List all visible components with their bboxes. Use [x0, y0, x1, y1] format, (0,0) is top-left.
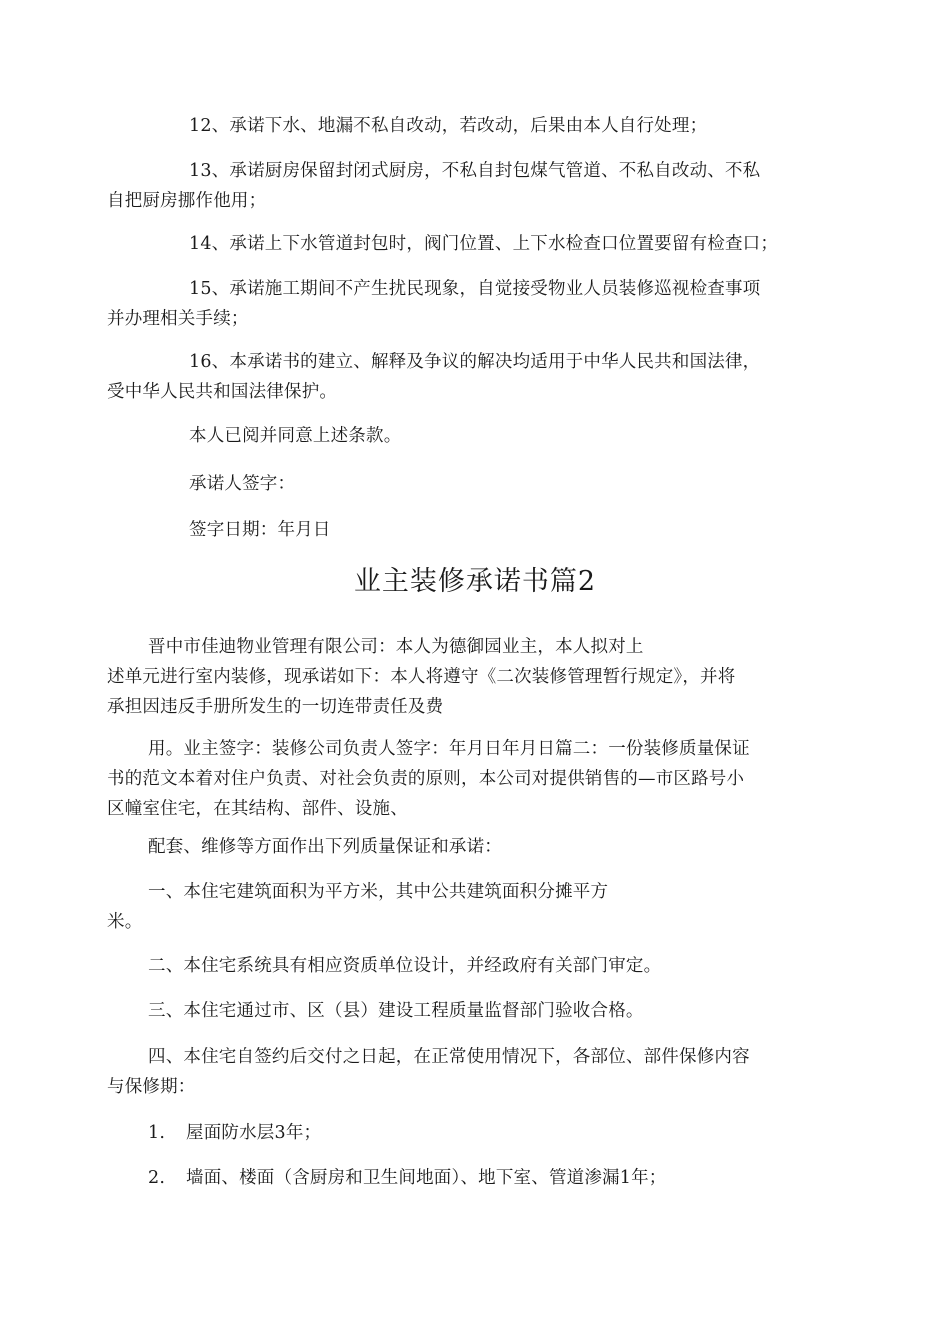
- list-item-1-text: 屋面防水层3年；: [186, 1123, 322, 1143]
- signature-line: [107, 469, 845, 499]
- paragraph-1-line-3: 承担因违反手册所发生的一切连带责任及费: [107, 697, 444, 717]
- list-item-2-number: 2.: [148, 1168, 166, 1188]
- clause-16: [107, 347, 845, 407]
- paragraph-6: [107, 996, 845, 1026]
- clause-13-line-2: 自把厨房挪作他用；: [107, 191, 267, 211]
- paragraph-2-line-2: 书的范文本着对住户负责、对社会负责的原则，本公司对提供销售的—市区路号小: [107, 769, 745, 789]
- clause-14-text: 14、承诺上下水管道封包时，阀门位置、上下水检查口位置要留有检查口；: [189, 234, 779, 254]
- clause-14: [107, 229, 845, 259]
- paragraph-1-line-2: 述单元进行室内装修，现承诺如下：本人将遵守《二次装修管理暂行规定》，并将: [107, 667, 736, 687]
- paragraph-2-line-3: 区幢室住宅，在其结构、部件、设施、: [107, 799, 408, 819]
- paragraph-3: [107, 832, 845, 862]
- paragraph-1: [107, 632, 845, 722]
- clause-16-line-1: 16、本承诺书的建立、解释及争议的解决均适用于中华人民共和国法律，: [189, 352, 761, 372]
- paragraph-4: [107, 877, 845, 937]
- paragraph-2-line-1: 用。业主签字：装修公司负责人签字：年月日年月日篇二：一份装修质量保证: [148, 739, 750, 759]
- clause-12-text: 12、承诺下水、地漏不私自改动，若改动，后果由本人自行处理；: [189, 116, 708, 136]
- agree-statement: [107, 421, 845, 451]
- paragraph-7: [107, 1042, 845, 1102]
- paragraph-1-line-1: 晋中市佳迪物业管理有限公司：本人为德御园业主，本人拟对上: [148, 637, 644, 657]
- paragraph-5-text: 二、本住宅系统具有相应资质单位设计，并经政府有关部门审定。: [148, 956, 662, 976]
- paragraph-6-text: 三、本住宅通过市、区（县）建设工程质量监督部门验收合格。: [148, 1001, 644, 1021]
- clause-16-line-2: 受中华人民共和国法律保护。: [107, 382, 338, 402]
- clause-15-line-2: 并办理相关手续；: [107, 309, 249, 329]
- clause-13: [107, 156, 845, 216]
- sign-date-label: 签字日期：年月日: [189, 520, 331, 540]
- clause-15: [107, 274, 845, 334]
- paragraph-3-text: 配套、维修等方面作出下列质量保证和承诺：: [148, 837, 502, 857]
- clause-15-line-1: 15、承诺施工期间不产生扰民现象，自觉接受物业人员装修巡视检查事项: [189, 279, 761, 299]
- sign-date-line: [107, 515, 845, 545]
- paragraph-4-line-2: 米。: [107, 912, 143, 932]
- clause-13-line-1: 13、承诺厨房保留封闭式厨房，不私自封包煤气管道、不私自改动、不私: [189, 161, 761, 181]
- paragraph-7-line-2: 与保修期：: [107, 1077, 196, 1097]
- list-item-2-text: 墙面、楼面（含厨房和卫生间地面）、地下室、管道渗漏1年；: [186, 1168, 667, 1188]
- paragraph-2: [107, 734, 845, 824]
- section-title: 业主装修承诺书篇2: [353, 566, 597, 597]
- clause-12: [107, 111, 845, 141]
- list-item-2: [107, 1163, 845, 1193]
- paragraph-5: [107, 951, 845, 981]
- agree-text: 本人已阅并同意上述条款。: [189, 426, 402, 446]
- paragraph-7-line-1: 四、本住宅自签约后交付之日起，在正常使用情况下，各部位、部件保修内容: [148, 1047, 750, 1067]
- paragraph-4-line-1: 一、本住宅建筑面积为平方米，其中公共建筑面积分摊平方: [148, 882, 609, 902]
- list-item-1: [107, 1118, 845, 1148]
- list-item-1-number: 1.: [148, 1123, 166, 1143]
- signature-label: 承诺人签字：: [189, 474, 296, 494]
